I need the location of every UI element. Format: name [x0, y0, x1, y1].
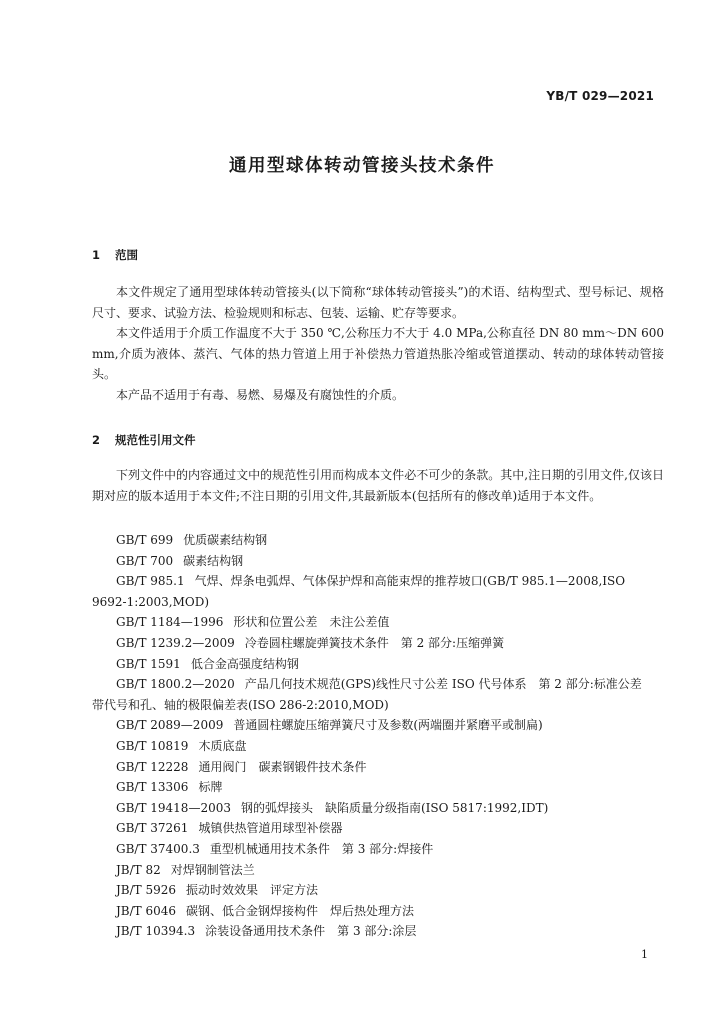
references-intro: 下列文件中的内容通过文中的规范性引用而构成本文件必不可少的条款。其中,注日期的引用文件,仅该日期对应的版本适用于本文件;不注日期的引用文件,其最新版本(包括所有的修改单)适用于本文件。	[92, 468, 664, 503]
reference-item	[92, 901, 664, 922]
reference-code: GB/T 1239.2—2009	[116, 635, 235, 650]
reference-title-continuation: 带代号和孔、轴的极限偏差表(ISO 286-2:2010,MOD)	[92, 697, 389, 712]
reference-code: GB/T 700	[116, 553, 174, 568]
reference-code: JB/T 6046	[116, 903, 177, 918]
reference-code: GB/T 13306	[116, 780, 189, 795]
reference-item	[92, 571, 664, 612]
reference-item	[92, 612, 664, 633]
reference-code: GB/T 1800.2—2020	[116, 677, 235, 692]
reference-title: 涂装设备通用技术条件 第 3 部分:涂层	[205, 924, 417, 939]
reference-title: 普通圆柱螺旋压缩弹簧尺寸及参数(两端圈并紧磨平或制扁)	[233, 718, 543, 733]
reference-list	[92, 530, 664, 942]
reference-title-continuation: 9692-1:2003,MOD)	[92, 594, 210, 609]
document-title: 通用型球体转动管接头技术条件	[229, 156, 495, 176]
reference-item	[92, 715, 664, 736]
reference-code: GB/T 699	[116, 533, 174, 547]
reference-code: GB/T 985.1	[116, 574, 185, 589]
reference-code: GB/T 1591	[116, 656, 181, 671]
reference-title: 低合金高强度结构钢	[190, 656, 299, 671]
reference-item	[92, 674, 664, 715]
reference-code: GB/T 37261	[116, 821, 189, 836]
section-title: 范围	[115, 248, 138, 262]
reference-item	[92, 551, 664, 572]
reference-code: JB/T 82	[116, 862, 161, 877]
scope-paragraph-3: 本产品不适用于有毒、易燃、易爆及有腐蚀性的介质。	[116, 388, 405, 402]
reference-title: 对焊钢制管法兰	[170, 862, 255, 877]
reference-item	[92, 880, 664, 901]
reference-code: GB/T 2089—2009	[116, 718, 224, 733]
section-2-heading	[92, 432, 196, 448]
reference-code: GB/T 19418—2003	[116, 800, 231, 815]
reference-item	[92, 839, 664, 860]
reference-title: 标牌	[198, 780, 223, 795]
reference-title: 钢的弧焊接头 缺陷质量分级指南(ISO 5817:1992,IDT)	[240, 800, 549, 815]
reference-title: 木质底盘	[198, 738, 247, 753]
section-title: 规范性引用文件	[115, 433, 196, 447]
reference-title: 碳素结构钢	[183, 553, 244, 568]
reference-code: GB/T 1184—1996	[116, 615, 224, 630]
reference-item	[92, 921, 664, 942]
reference-title: 优质碳素结构钢	[183, 533, 268, 547]
reference-title: 碳钢、低合金钢焊接构件 焊后热处理方法	[186, 903, 415, 918]
reference-item	[92, 818, 664, 839]
reference-code: GB/T 10819	[116, 738, 189, 753]
section-number: 2	[92, 433, 101, 447]
reference-code: GB/T 37400.3	[116, 841, 200, 856]
reference-title: 气焊、焊条电弧焊、气体保护焊和高能束焊的推荐坡口(GB/T 985.1—2008,ISO	[194, 574, 626, 589]
reference-code: JB/T 5926	[116, 883, 177, 898]
reference-item	[92, 757, 664, 778]
reference-title: 形状和位置公差 未注公差值	[233, 615, 390, 630]
document-code: YB/T 029—2021	[546, 89, 654, 103]
reference-title: 冷卷圆柱螺旋弹簧技术条件 第 2 部分:压缩弹簧	[244, 635, 505, 650]
reference-title: 城镇供热管道用球型补偿器	[198, 821, 343, 836]
reference-item	[92, 860, 664, 881]
scope-paragraph-2: 本文件适用于介质工作温度不大于 350 ℃,公称压力不大于 4.0 MPa,公称直径 DN 80 mm～DN 600 mm,介质为液体、蒸汽、气体的热力管道上用于补偿热力管道热胀冷缩或管道摆动、转动的球体转动管接头。	[92, 326, 664, 381]
reference-title: 通用阀门 碳素钢锻件技术条件	[198, 759, 367, 774]
reference-title: 产品几何技术规范(GPS)线性尺寸公差 ISO 代号体系 第 2 部分:标准公差	[244, 677, 642, 692]
section-number: 1	[92, 248, 101, 262]
scope-paragraph-1: 本文件规定了通用型球体转动管接头(以下简称“球体转动管接头”)的术语、结构型式、型号标记、规格尺寸、要求、试验方法、检验规则和标志、包装、运输、贮存等要求。	[92, 285, 664, 320]
reference-item	[92, 777, 664, 798]
reference-item	[92, 736, 664, 757]
reference-item	[92, 633, 664, 654]
reference-code: JB/T 10394.3	[116, 924, 196, 939]
reference-code: GB/T 12228	[116, 759, 189, 774]
reference-title: 振动时效效果 评定方法	[186, 883, 319, 898]
page-number: 1	[641, 948, 648, 961]
reference-item	[92, 798, 664, 819]
section-1-heading	[92, 247, 138, 263]
reference-title: 重型机械通用技术条件 第 3 部分:焊接件	[209, 841, 434, 856]
reference-item	[92, 530, 664, 551]
reference-item	[92, 654, 664, 675]
